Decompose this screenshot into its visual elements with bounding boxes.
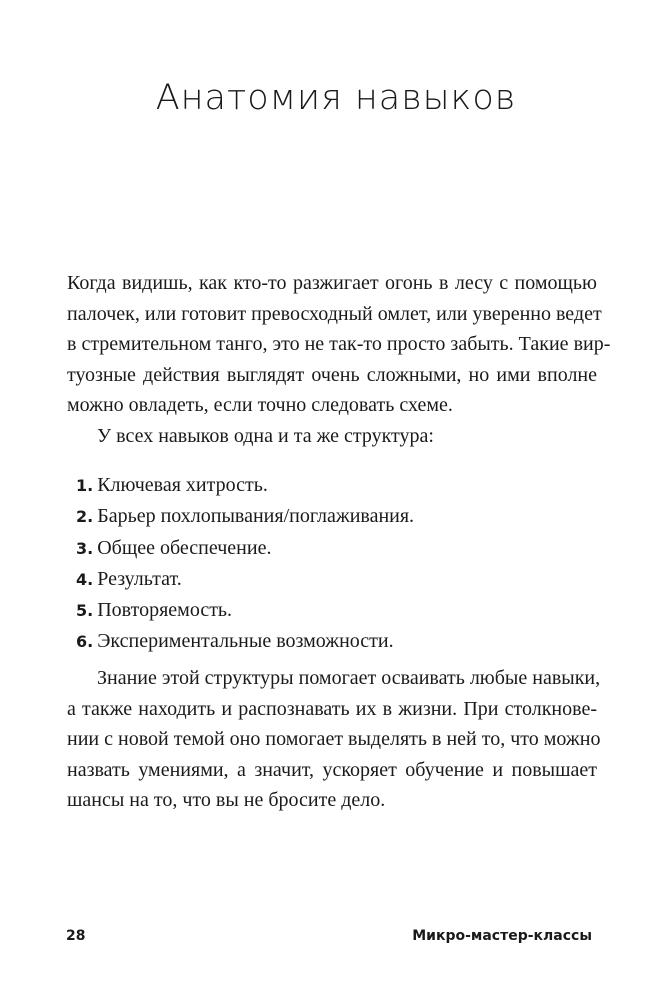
- list-item: [76, 470, 414, 501]
- text-line: туозные действия выглядят очень сложными, но ими вполне: [67, 363, 597, 386]
- list-item-text: Экспериментальные возможности.: [97, 630, 394, 653]
- list-item: [76, 564, 414, 595]
- text-line: а также находить и распознавать их в жизни. При столкнове-: [67, 697, 597, 720]
- text-line: шансы на то, что вы не бросите дело.: [67, 789, 386, 811]
- list-item-number: 4.: [76, 569, 94, 589]
- list-item-number: 3.: [76, 538, 94, 558]
- text-line: Когда видишь, как кто-то разжигает огонь в лесу с помощью: [67, 272, 597, 294]
- intro-paragraph: [67, 268, 611, 451]
- list-item-number: 6.: [76, 632, 94, 652]
- text-line: Знание этой структуры помогает осваивать любые навыки,: [97, 667, 601, 689]
- lead-in-line: У всех навыков одна и та же структура:: [97, 424, 434, 447]
- list-item: [76, 533, 414, 564]
- list-item: [76, 595, 414, 626]
- chapter-title: Анатомия навыков: [155, 78, 517, 118]
- list-item: [76, 626, 414, 657]
- skill-structure-list: [76, 470, 414, 658]
- list-item-text: Общее обеспечение.: [97, 536, 272, 559]
- text-line: можно овладеть, если точно следовать схеме.: [67, 394, 453, 416]
- text-line: в стремительном танго, это не так-то просто забыть. Такие вир-: [67, 333, 611, 355]
- list-item-text: Ключевая хитрость.: [97, 474, 268, 496]
- text-line: палочек, или готовит превосходный омлет, или уверенно ведет: [67, 302, 602, 325]
- text-line: назвать умениями, а значит, ускоряет обучение и повышает: [67, 758, 597, 781]
- list-item-text: Результат.: [97, 567, 182, 590]
- list-item: [76, 501, 414, 532]
- list-item-number: 2.: [76, 507, 94, 527]
- list-item-text: Повторяемость.: [97, 599, 233, 622]
- page-number: 28: [66, 928, 86, 944]
- list-item-number: 1.: [76, 476, 94, 495]
- text-line: нии с новой темой оно помогает выделять в ней то, что можно: [67, 728, 601, 750]
- list-item-text: Барьер похлопывания/поглаживания.: [97, 505, 415, 528]
- list-item-number: 5.: [76, 601, 94, 621]
- running-footer-title: Микро-мастер-классы: [412, 928, 592, 944]
- conclusion-paragraph: [67, 663, 601, 816]
